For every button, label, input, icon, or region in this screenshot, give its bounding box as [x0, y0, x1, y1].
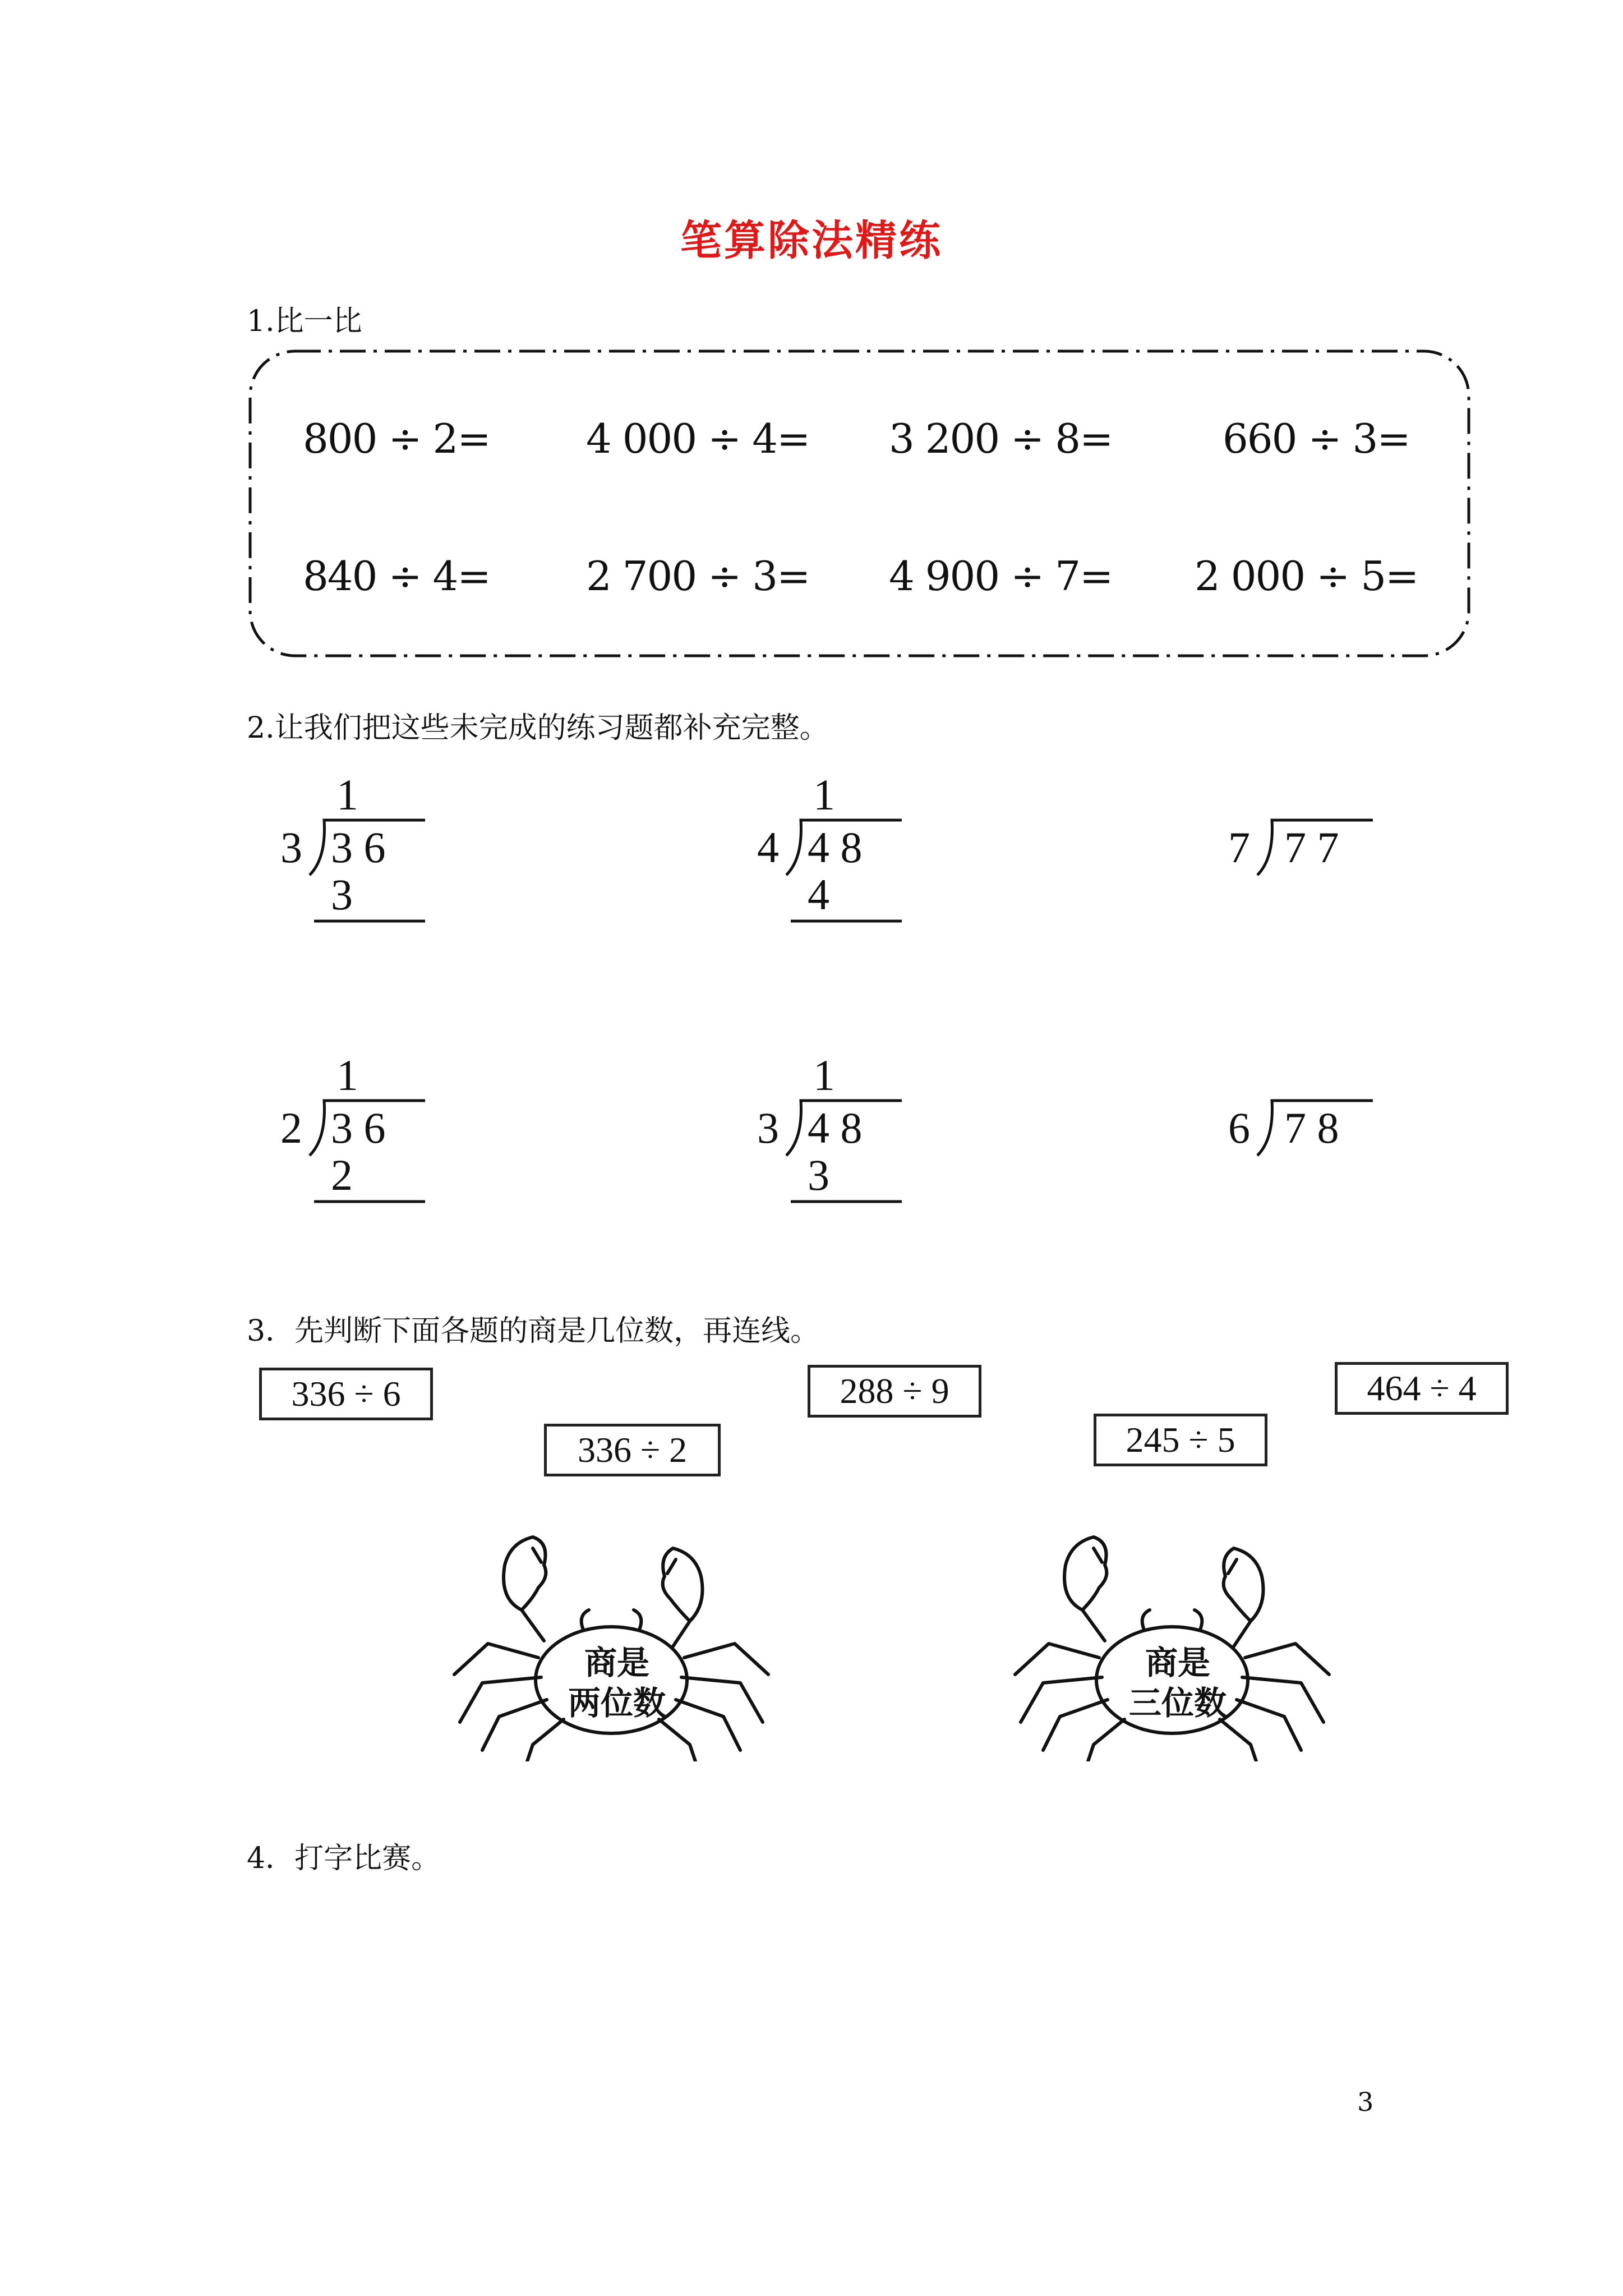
quotient-digit: 1	[813, 770, 835, 819]
q1-expr-8: 2 000 ÷ 5=	[1195, 553, 1418, 600]
dividend: 4 8	[808, 1103, 863, 1152]
partial-product: 3	[331, 870, 353, 919]
dashed-rounded-box	[247, 348, 1472, 659]
quotient-digit: 1	[336, 770, 358, 819]
question-2-label: 2.让我们把这些未完成的练习题都补充完整。	[247, 711, 829, 745]
quotient-digit: 1	[336, 1051, 358, 1099]
dividend: 3 6	[331, 1103, 386, 1152]
q1-expr-1: 800 ÷ 2=	[303, 415, 490, 462]
card-label: 336 ÷ 2	[577, 1430, 688, 1470]
long-division-problem-1	[275, 770, 454, 942]
card-288-div-9[interactable]	[808, 1365, 981, 1418]
q1-expr-6: 2 700 ÷ 3=	[586, 553, 810, 600]
card-336-div-2[interactable]	[544, 1424, 721, 1476]
partial-product: 2	[331, 1151, 353, 1199]
q1-expr-2: 4 000 ÷ 4=	[586, 415, 810, 462]
dividend: 7 7	[1284, 823, 1339, 872]
divisor: 7	[1228, 823, 1250, 872]
long-division-problem-2	[751, 770, 931, 942]
long-division-problem-3	[1223, 774, 1402, 942]
card-label: 464 ÷ 4	[1367, 1368, 1477, 1408]
page-title: 笔算除法精练	[680, 217, 943, 265]
q1-expr-7: 4 900 ÷ 7=	[889, 553, 1113, 600]
crab-three-digit[interactable]	[998, 1515, 1357, 1761]
card-label: 336 ÷ 6	[291, 1374, 401, 1414]
crab-two-digit[interactable]	[437, 1515, 796, 1761]
card-464-div-4[interactable]	[1335, 1362, 1509, 1415]
q1-expr-3: 3 200 ÷ 8=	[889, 415, 1113, 462]
crab-label-line1: 商是	[584, 1644, 649, 1682]
crab-illustration	[998, 1515, 1357, 1761]
quotient-digit: 1	[813, 1051, 835, 1099]
dividend: 3 6	[331, 823, 386, 872]
dividend: 7 8	[1284, 1103, 1339, 1152]
crab-label-line2: 三位数	[1128, 1684, 1227, 1722]
dividend: 4 8	[808, 823, 863, 872]
long-division-problem-4	[275, 1051, 454, 1223]
page-number: 3	[1357, 2087, 1374, 2117]
partial-product: 4	[808, 870, 829, 919]
divisor: 2	[280, 1103, 302, 1152]
question-3-label: 3．先判断下面各题的商是几位数，再连线。	[247, 1314, 820, 1348]
card-label: 245 ÷ 5	[1126, 1420, 1235, 1460]
q1-expr-5: 840 ÷ 4=	[303, 553, 490, 600]
partial-product: 3	[808, 1151, 829, 1199]
q1-expr-4: 660 ÷ 3=	[1223, 415, 1410, 462]
divisor: 3	[280, 823, 302, 872]
crab-label-line2: 两位数	[568, 1684, 666, 1722]
divisor: 6	[1228, 1103, 1250, 1152]
crab-illustration	[437, 1515, 796, 1761]
crab-label-line1: 商是	[1145, 1644, 1210, 1682]
card-336-div-6[interactable]	[259, 1368, 433, 1420]
long-division-problem-5	[751, 1051, 931, 1223]
question-1-label: 1.比一比	[247, 305, 362, 338]
divisor: 3	[757, 1103, 779, 1152]
divisor: 4	[757, 823, 779, 872]
long-division-problem-6	[1223, 1055, 1402, 1223]
card-label: 288 ÷ 9	[840, 1371, 949, 1411]
card-245-div-5[interactable]	[1094, 1414, 1267, 1466]
question-4-label: 4．打字比赛。	[247, 1842, 441, 1875]
